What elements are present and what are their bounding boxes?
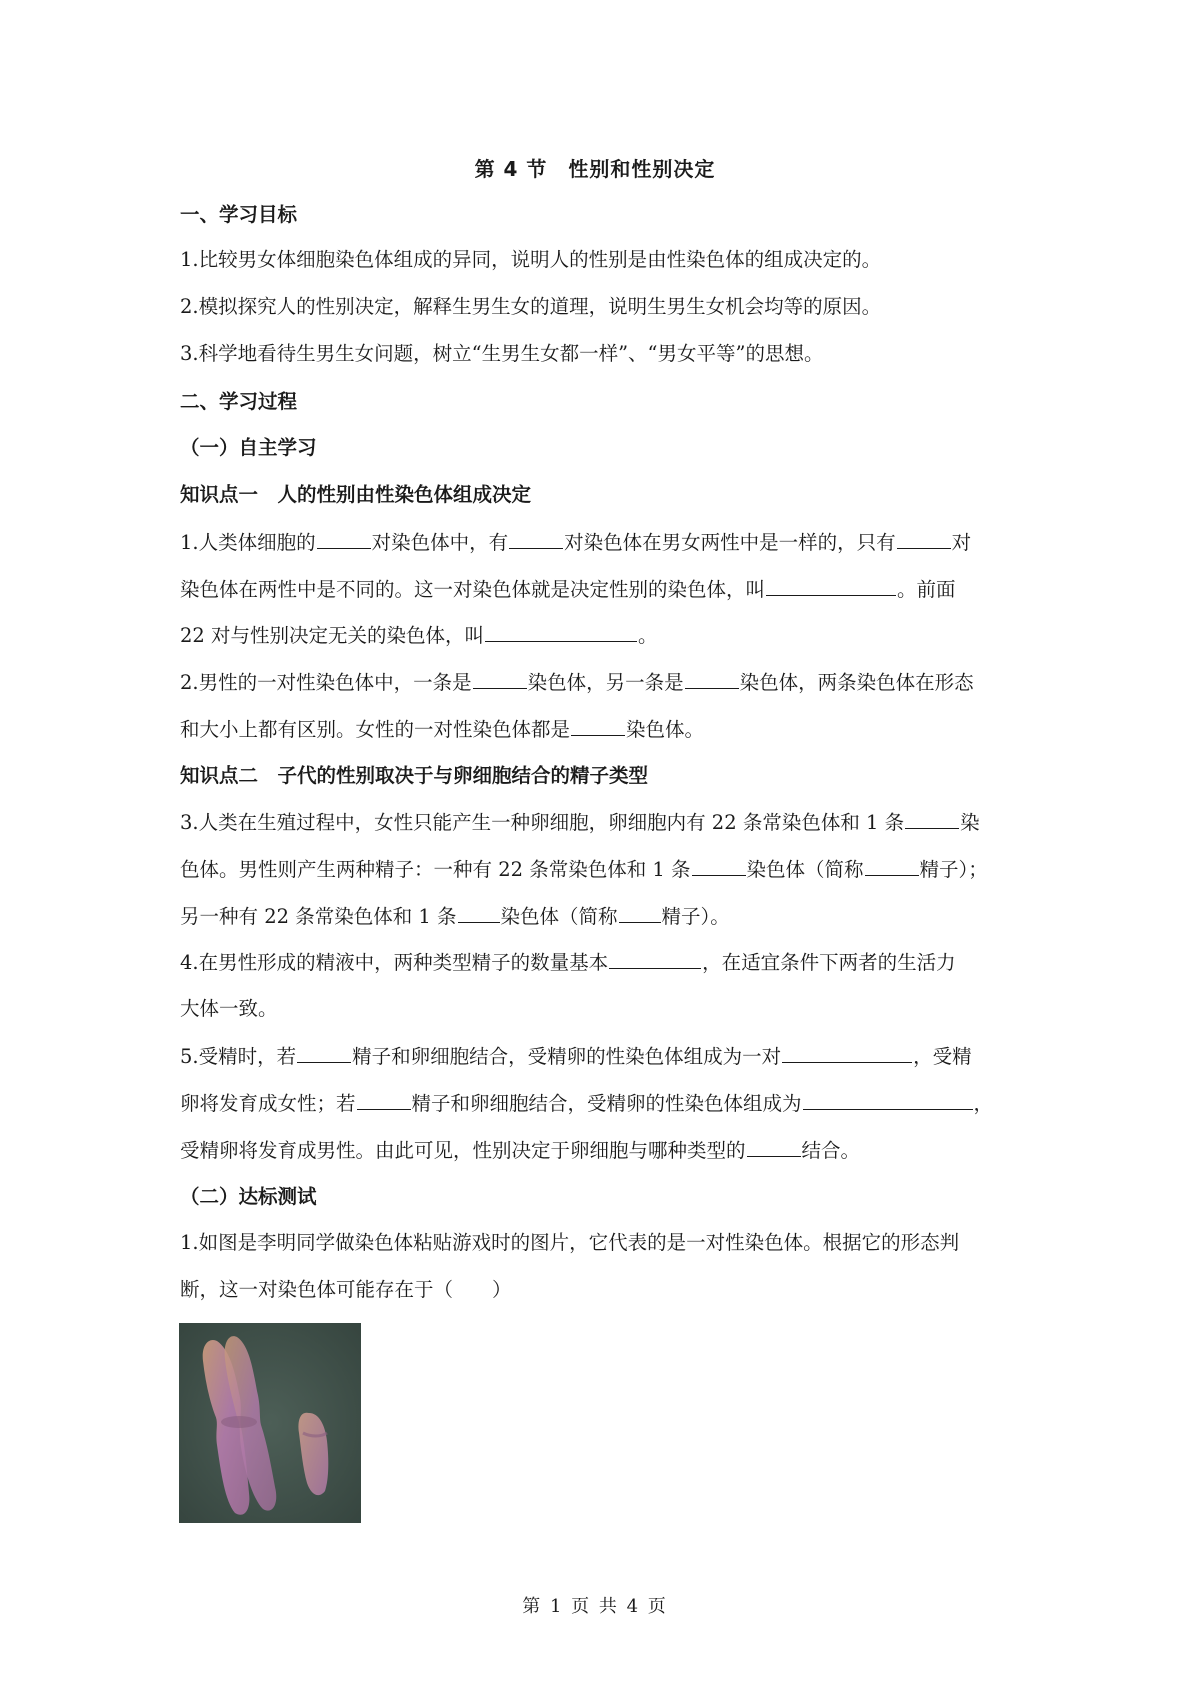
- question-2-line-1: 2.男性的一对性染色体中，一条是 染色体，另一条是 染色体，两条染色体在形态: [180, 668, 1010, 697]
- blank-q1-same-pairs[interactable]: [509, 528, 563, 549]
- blank-q4-quantity[interactable]: [609, 948, 701, 969]
- blank-q3-sperm-2[interactable]: [458, 902, 500, 923]
- question-5-line-2: 卵将发育成女性；若 精子和卵细胞结合，受精卵的性染色体组成为 ，: [180, 1089, 1010, 1118]
- question-2-line-2: 和大小上都有区别。女性的一对性染色体都是 染色体。: [180, 715, 1010, 744]
- question-4-line-1: 4.在男性形成的精液中，两种类型精子的数量基本 ，在适宜条件下两者的生活力: [180, 948, 1010, 977]
- test-1-line-2: 断，这一对染色体可能存在于（ ）: [180, 1278, 512, 1301]
- question-5-line-3: 受精卵将发育成男性。由此可见，性别决定于卵细胞与哪种类型的 结合。: [180, 1136, 1010, 1165]
- page-title: 第 4 节 性别和性别决定: [474, 157, 716, 181]
- goal-1: 1.比较男女体细胞染色体组成的异同，说明人的性别是由性染色体的组成决定的。: [180, 248, 882, 271]
- blank-q3-sperm-1-abbr[interactable]: [865, 855, 919, 876]
- knowledge-point-2: 知识点二 子代的性别取决于与卵细胞结合的精子类型: [180, 764, 649, 787]
- page-footer: 第 1 页 共 4 页: [522, 1596, 668, 1617]
- blank-q1-sex-chromosome-name[interactable]: [766, 575, 896, 596]
- blank-q1-total-pairs[interactable]: [317, 528, 371, 549]
- blank-q2-second[interactable]: [685, 668, 739, 689]
- blank-q1-autosome-name[interactable]: [485, 621, 637, 642]
- chromosome-pair-image: [179, 1323, 361, 1523]
- blank-q2-female[interactable]: [571, 715, 625, 736]
- question-1-line-2: 染色体在两性中是不同的。这一对染色体就是决定性别的染色体，叫 。前面: [180, 575, 1010, 604]
- blank-q2-first[interactable]: [473, 668, 527, 689]
- question-5-line-1: 5.受精时，若 精子和卵细胞结合，受精卵的性染色体组成为一对 ，受精: [180, 1042, 1010, 1071]
- subsection-self-study: （一）自主学习: [180, 436, 317, 459]
- question-4-line-2: 大体一致。: [180, 997, 278, 1020]
- blank-q3-egg[interactable]: [905, 808, 959, 829]
- chromosome-photo: [179, 1323, 361, 1523]
- blank-q5-male-sperm[interactable]: [357, 1089, 411, 1110]
- section-heading-goals: 一、学习目标: [180, 203, 298, 226]
- blank-q5-female-composition[interactable]: [782, 1042, 912, 1063]
- blank-q5-female-sperm[interactable]: [297, 1042, 351, 1063]
- subsection-test: （二）达标测试: [180, 1185, 317, 1208]
- knowledge-point-1: 知识点一 人的性别由性染色体组成决定: [180, 483, 532, 506]
- blank-q5-sperm-type[interactable]: [747, 1136, 801, 1157]
- test-1-line-1: 1.如图是李明同学做染色体粘贴游戏时的图片，它代表的是一对性染色体。根据它的形态判: [180, 1231, 960, 1254]
- question-3-line-3: 另一种有 22 条常染色体和 1 条 染色体（简称 精子）。: [180, 902, 1010, 931]
- question-3-line-1: 3.人类在生殖过程中，女性只能产生一种卵细胞，卵细胞内有 22 条常染色体和 1 条 染: [180, 808, 1010, 837]
- question-3-line-2: 色体。男性则产生两种精子：一种有 22 条常染色体和 1 条 染色体（简称 精子）；: [180, 855, 1010, 884]
- blank-q1-different-pairs[interactable]: [897, 528, 951, 549]
- goal-3: 3.科学地看待生男生女问题，树立“生男生女都一样”、“男女平等”的思想。: [180, 342, 824, 365]
- blank-q3-sperm-1[interactable]: [692, 855, 746, 876]
- goal-2: 2.模拟探究人的性别决定，解释生男生女的道理，说明生男生女机会均等的原因。: [180, 295, 882, 318]
- blank-q3-sperm-2-abbr[interactable]: [619, 902, 661, 923]
- question-1-line-1: 1.人类体细胞的 对染色体中，有 对染色体在男女两性中是一样的，只有 对: [180, 528, 1010, 557]
- section-heading-process: 二、学习过程: [180, 390, 298, 413]
- question-1-line-3: 22 对与性别决定无关的染色体，叫 。: [180, 621, 1010, 650]
- blank-q5-male-composition[interactable]: [803, 1089, 973, 1110]
